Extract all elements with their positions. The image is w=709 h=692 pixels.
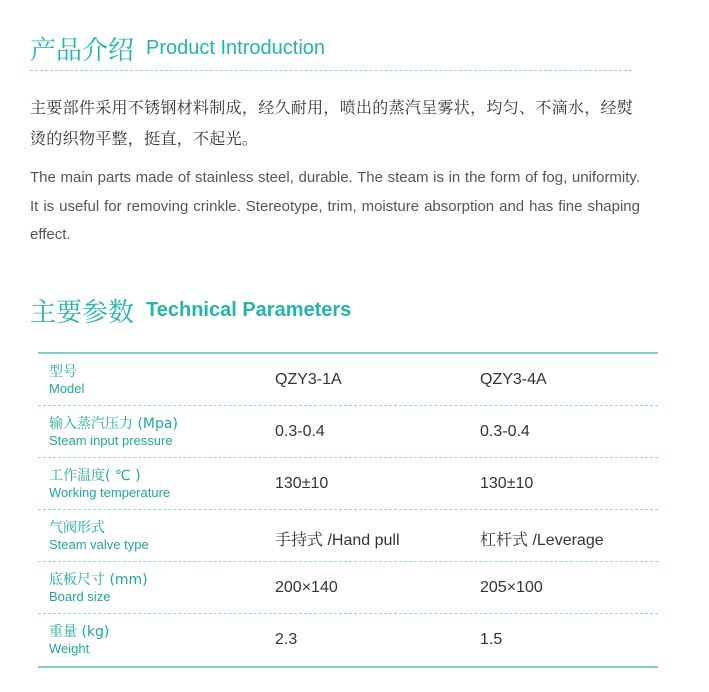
cell-model-4a: 130±10	[480, 475, 534, 492]
row-label	[49, 416, 178, 449]
row-label-en: Working temperature	[49, 485, 171, 500]
intro-body-cn: 主要部件采用不锈钢材料制成，经久耐用，喷出的蒸汽呈雾状，均匀、不滴水，经熨烫的织物平整，挺直，不起光。	[30, 98, 634, 148]
cell-model-4a: 205×100	[480, 579, 543, 596]
cell-model-4a: QZY3-4A	[480, 371, 547, 388]
cell-model-1a: 手持式 /Hand pull	[275, 532, 400, 549]
product-introduction-heading	[30, 30, 325, 67]
intro-body-en: The main parts made of stainless steel, durable. The steam is in the form of fog, uniformity. It is useful for removing crinkle. Stereotype, trim, moisture absorption and has fine shaping effect.	[30, 169, 640, 243]
cell-model-1a: 200×140	[275, 579, 338, 596]
technical-parameters-title-cn: 主要参数	[30, 298, 135, 328]
cell-model-1a: 130±10	[275, 475, 329, 492]
table-row	[38, 406, 658, 458]
parameters-table	[38, 352, 658, 668]
row-label-cn: 输入蒸汽压力 (Mpa)	[49, 416, 178, 432]
row-label-en: Weight	[49, 641, 90, 656]
row-label	[49, 468, 170, 501]
product-introduction-title-cn: 产品介绍	[30, 36, 135, 66]
technical-parameters-title-en: Technical Parameters	[146, 299, 352, 321]
cell-model-1a: 0.3-0.4	[275, 423, 325, 440]
table-row	[38, 614, 658, 668]
row-label-en: Steam valve type	[49, 537, 149, 552]
row-label	[49, 520, 149, 553]
cell-model-4a: 0.3-0.4	[480, 423, 530, 440]
cell-model-4a: 杠杆式 /Leverage	[480, 532, 604, 549]
product-introduction-title-en: Product Introduction	[146, 37, 326, 59]
table-row	[38, 458, 658, 510]
row-label-cn: 型号	[49, 364, 77, 380]
cell-model-1a: 2.3	[275, 631, 298, 648]
table-row	[38, 510, 658, 562]
technical-parameters-heading	[30, 292, 351, 329]
cell-model-4a: 1.5	[480, 631, 503, 648]
row-label-en: Model	[49, 381, 85, 396]
cell-model-1a: QZY3-1A	[275, 371, 342, 388]
row-label-en: Board size	[49, 589, 111, 604]
row-label	[49, 624, 109, 657]
table-row	[38, 354, 658, 406]
table-row	[38, 562, 658, 614]
row-label	[49, 572, 148, 605]
row-label-en: Steam input pressure	[49, 433, 173, 448]
row-label-cn: 工作温度( ℃ )	[49, 468, 141, 484]
row-label	[49, 364, 84, 397]
row-label-cn: 气阀形式	[49, 520, 105, 536]
row-label-cn: 底板尺寸 (mm)	[49, 572, 148, 588]
heading-divider	[30, 70, 632, 71]
row-label-cn: 重量 (kg)	[49, 624, 110, 640]
